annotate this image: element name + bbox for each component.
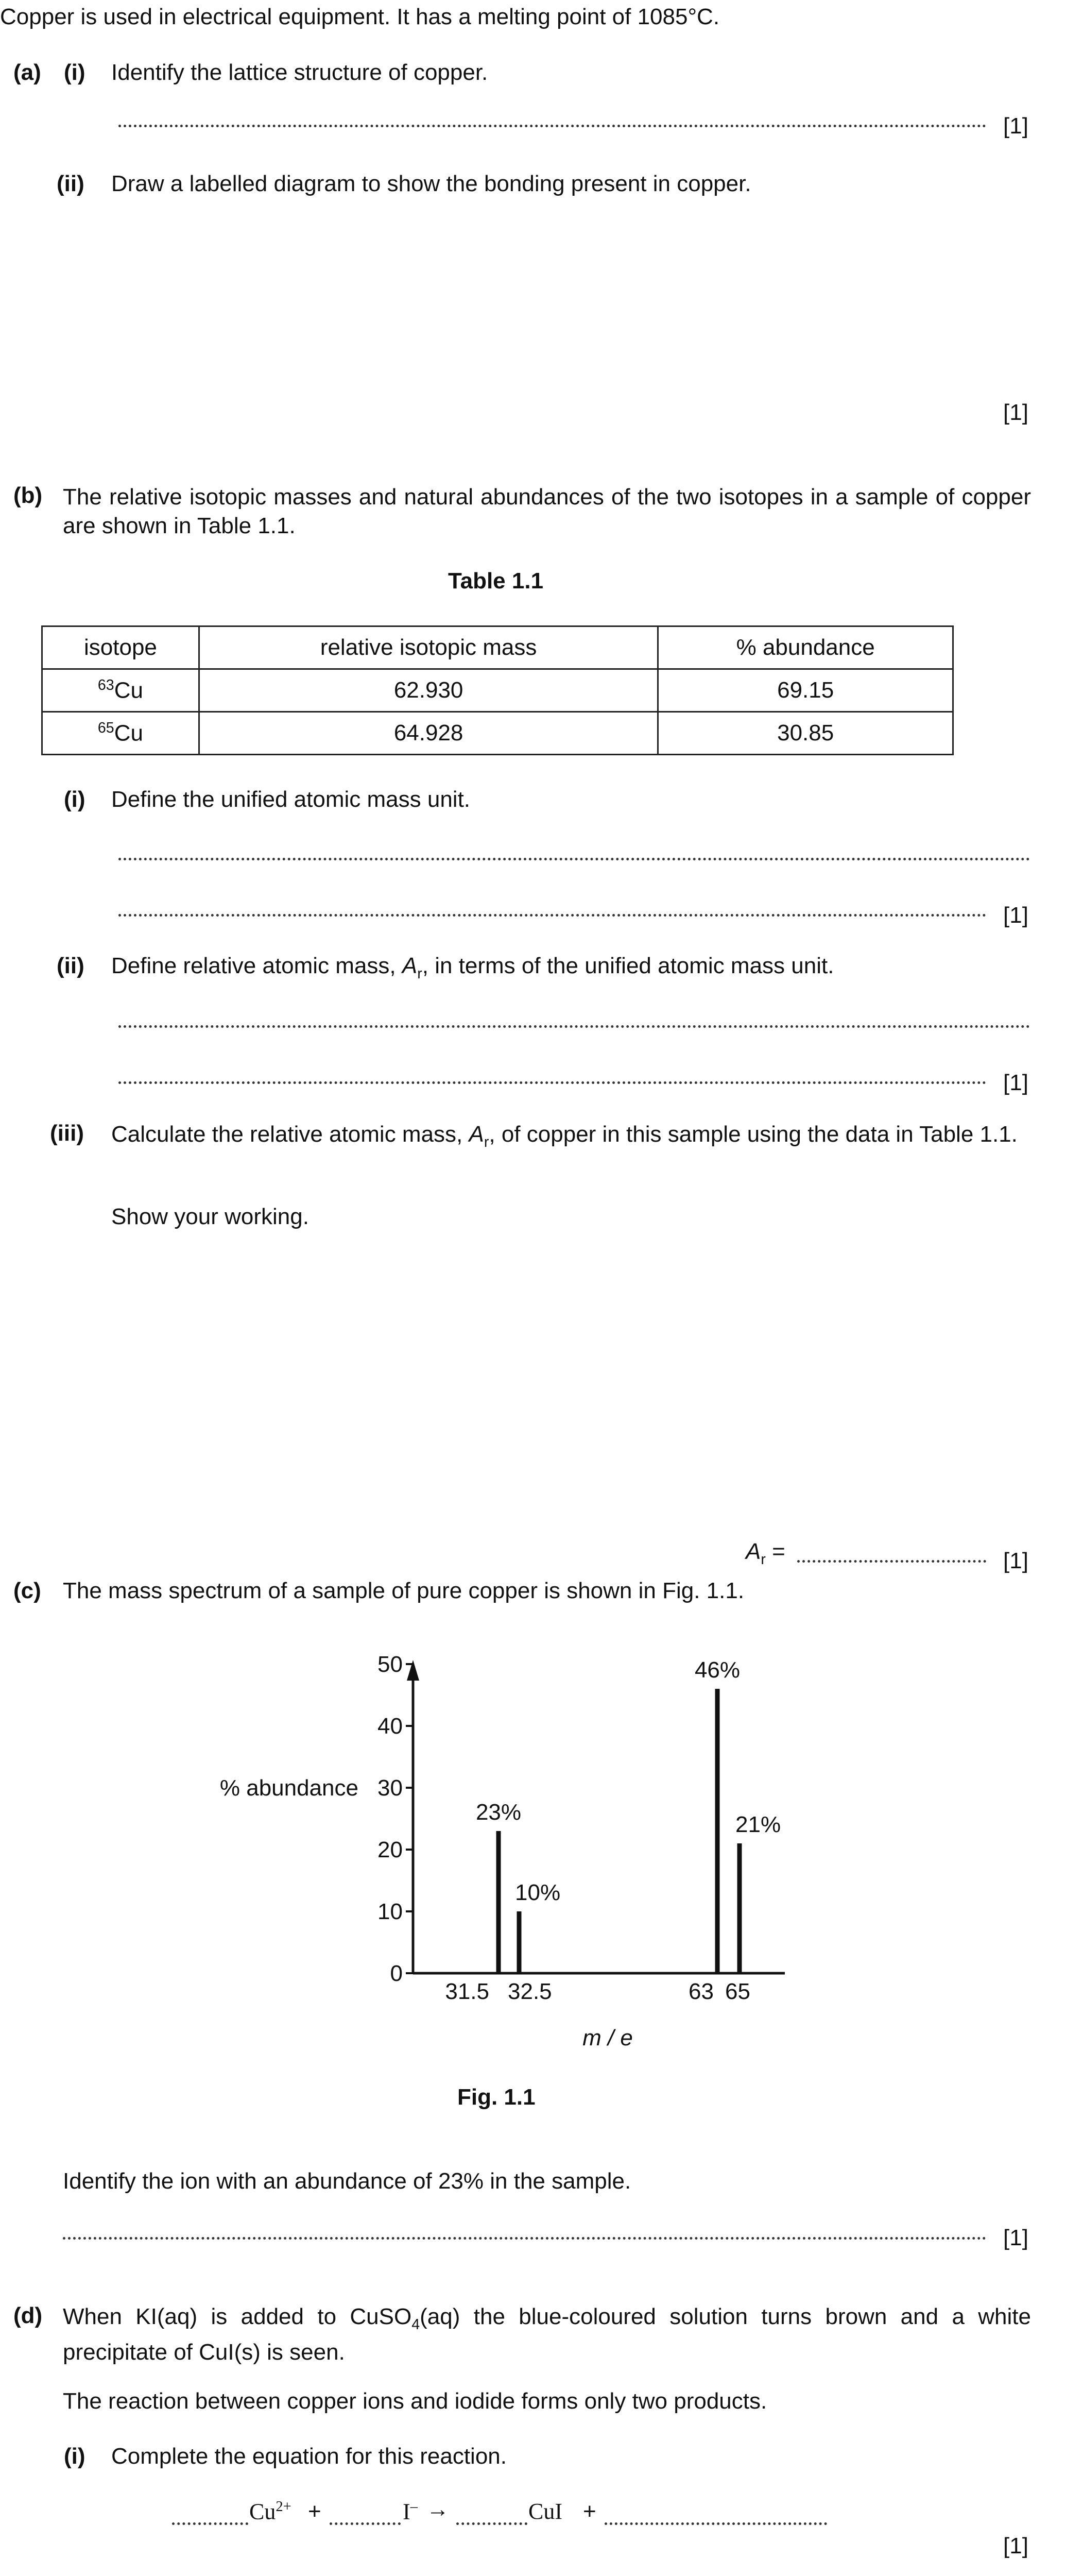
show-working: Show your working. — [111, 1204, 309, 1229]
ar-subscript: r — [761, 1551, 766, 1568]
text: When KI(aq) is added to CuSO — [63, 2304, 412, 2329]
answer-blank[interactable] — [330, 2522, 401, 2525]
x-tick-label: 63 — [689, 1979, 714, 2004]
part-d-i-num: (i) — [64, 2444, 85, 2469]
x-tick-label: 32.5 — [508, 1979, 552, 2004]
answer-line[interactable] — [118, 1025, 1030, 1028]
part-a-label: (a) — [13, 60, 41, 85]
mass-number: 65 — [97, 720, 114, 737]
answer-blank[interactable] — [172, 2522, 248, 2525]
isotope-cell — [42, 669, 199, 712]
y-tick-label: 50 — [377, 1652, 403, 1677]
figure-title: Fig. 1.1 — [457, 2084, 536, 2110]
part-d-text2: The reaction between copper ions and iodide forms only two products. — [63, 2388, 767, 2414]
table-title: Table 1.1 — [448, 568, 544, 594]
table-row — [42, 712, 953, 755]
mark-b-iii: [1] — [1003, 1548, 1028, 1573]
abundance-cell: 30.85 — [658, 712, 953, 755]
equation-iodide — [403, 2499, 418, 2525]
mass-number: 63 — [97, 677, 114, 694]
element-symbol: Cu — [114, 720, 143, 746]
part-a-ii-text: Draw a labelled diagram to show the bonding present in copper. — [111, 171, 751, 196]
data-label: 21% — [735, 1812, 781, 1837]
x-tick-label: 65 — [725, 1979, 750, 2004]
data-label: 10% — [515, 1880, 561, 1905]
answer-blank[interactable] — [605, 2522, 827, 2525]
x-axis-label: m / e — [582, 2025, 633, 2050]
y-tick-label: 30 — [377, 1775, 403, 1801]
table-header-row — [42, 626, 953, 669]
mass-spectrum-chart — [196, 1623, 814, 2061]
mark-b-i: [1] — [1003, 903, 1028, 928]
part-b-iii-text — [111, 1121, 1031, 1156]
part-b-text: The relative isotopic masses and natural abundances of the two isotopes in a sample of copper are shown in Table 1.1. — [63, 484, 1031, 538]
part-a-i-num: (i) — [64, 60, 85, 85]
mass-cell: 62.930 — [199, 669, 658, 712]
abundance-cell: 69.15 — [658, 669, 953, 712]
ar-symbol: A — [746, 1539, 761, 1564]
answer-line[interactable] — [118, 1081, 986, 1084]
subscript: 4 — [411, 2316, 420, 2333]
part-a-ii-num: (ii) — [57, 171, 84, 196]
part-d-label: (d) — [13, 2303, 43, 2328]
equals: = — [765, 1539, 785, 1564]
equation-cu — [249, 2499, 291, 2525]
data-label: 23% — [475, 1800, 522, 1825]
answer-blank[interactable] — [456, 2522, 527, 2525]
text: (aq) the blue-coloured solution turns brown and a white precipitate of CuI(s) is seen. — [63, 2304, 1032, 2365]
part-b-ii-num: (ii) — [57, 953, 84, 978]
equation-plus: + — [308, 2499, 321, 2524]
y-tick-label: 10 — [377, 1899, 403, 1924]
charge: – — [410, 2499, 418, 2515]
mark-a-ii: [1] — [1003, 400, 1028, 425]
part-b-i-num: (i) — [64, 787, 85, 812]
text: , of copper in this sample using the data in Table 1.1. — [489, 1122, 1018, 1147]
isotope-cell — [42, 712, 199, 755]
isotope-table — [41, 625, 954, 755]
mark-b-ii: [1] — [1003, 1070, 1028, 1095]
y-tick-label: 20 — [377, 1837, 403, 1862]
answer-line[interactable] — [118, 914, 986, 917]
part-b-label: (b) — [13, 483, 43, 508]
y-tick-label: 0 — [390, 1961, 403, 1986]
cu-symbol: Cu — [249, 2499, 276, 2524]
part-d-i-text: Complete the equation for this reaction. — [111, 2444, 507, 2469]
part-b-ii-text — [111, 953, 834, 982]
table-row — [42, 669, 953, 712]
part-b-iii-num: (iii) — [50, 1121, 84, 1146]
answer-line[interactable] — [797, 1560, 986, 1563]
part-c-text: The mass spectrum of a sample of pure copper is shown in Fig. 1.1. — [63, 1578, 745, 1603]
text: Calculate the relative atomic mass, — [111, 1122, 469, 1147]
equation-plus: + — [583, 2499, 596, 2524]
mark-d-i: [1] — [1003, 2533, 1028, 2558]
table-header: relative isotopic mass — [199, 626, 658, 669]
part-b-i-text: Define the unified atomic mass unit. — [111, 787, 471, 812]
answer-line[interactable] — [63, 2237, 986, 2240]
i-symbol: I — [403, 2499, 410, 2524]
table-header: % abundance — [658, 626, 953, 669]
intro-text: Copper is used in electrical equipment. It has a melting point of 1085°C. — [0, 4, 720, 29]
charge: 2+ — [276, 2499, 291, 2515]
answer-line[interactable] — [118, 858, 1030, 860]
data-label: 46% — [694, 1657, 741, 1683]
ar-subscript: r — [484, 1133, 489, 1150]
mass-cell: 64.928 — [199, 712, 658, 755]
text: , in terms of the unified atomic mass unit. — [422, 953, 834, 978]
part-a-i-text: Identify the lattice structure of copper. — [111, 60, 488, 85]
text: Define relative atomic mass, — [111, 953, 402, 978]
y-axis-label: % abundance — [219, 1775, 358, 1801]
mark-a-i: [1] — [1003, 113, 1028, 139]
part-c-label: (c) — [13, 1578, 41, 1603]
element-symbol: Cu — [114, 677, 143, 703]
x-tick-label: 31.5 — [445, 1979, 489, 2004]
mark-c: [1] — [1003, 2225, 1028, 2250]
part-d-text — [63, 2303, 1031, 2366]
ar-subscript: r — [417, 965, 422, 982]
ar-symbol: A — [469, 1122, 484, 1147]
y-tick-label: 40 — [377, 1714, 403, 1739]
answer-line[interactable] — [118, 125, 986, 127]
ar-answer-label — [746, 1539, 785, 1568]
ar-symbol: A — [402, 953, 418, 978]
equation-arrow: → — [426, 2497, 449, 2522]
equation-cui: CuI — [528, 2499, 562, 2524]
part-c-question: Identify the ion with an abundance of 23% in the sample. — [63, 2168, 631, 2194]
table-header: isotope — [42, 626, 199, 669]
